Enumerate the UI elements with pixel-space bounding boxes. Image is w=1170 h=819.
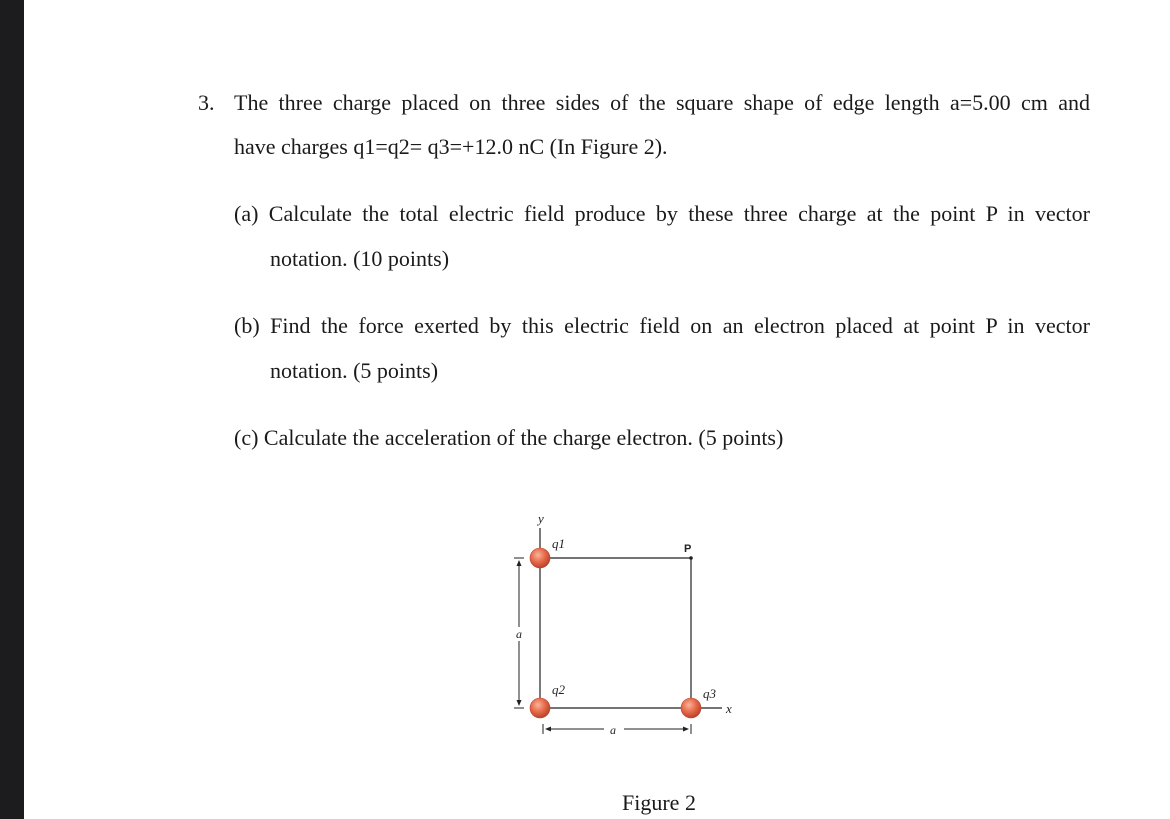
side-label-vertical: a: [516, 627, 522, 641]
q3-label: q3: [703, 686, 716, 701]
part-b-line-2: notation. (5 points): [270, 358, 439, 383]
question-text-line-1: The three charge placed on three sides of the square shape of edge length a=5.00 cm and: [234, 90, 1090, 115]
q1-label: q1: [552, 536, 565, 551]
charge-q3: [681, 698, 701, 718]
y-axis-label: y: [538, 511, 544, 526]
point-p-marker: [689, 556, 693, 560]
question-text-line-2: have charges q1=q2= q3=+12.0 nC (In Figure 2).: [234, 134, 668, 159]
window-edge: [0, 0, 24, 819]
x-axis-label: x: [726, 701, 732, 716]
part-a-line-1: (a) Calculate the total electric field produce by these three charge at the point P in vector: [234, 201, 1090, 226]
figure-caption: Figure 2: [622, 790, 696, 815]
charge-square-diagram: [500, 505, 760, 755]
charge-q1: [530, 548, 550, 568]
point-p-label: P: [684, 543, 692, 555]
charge-q2: [530, 698, 550, 718]
side-label-horizontal: a: [610, 723, 616, 737]
question-number: 3.: [198, 90, 215, 115]
part-a-line-2: notation. (10 points): [270, 246, 450, 271]
part-b-line-1: (b) Find the force exerted by this electric field on an electron placed at point P in vector: [234, 313, 1090, 338]
q2-label: q2: [552, 682, 565, 697]
part-c-line-1: (c) Calculate the acceleration of the charge electron. (5 points): [234, 425, 784, 450]
